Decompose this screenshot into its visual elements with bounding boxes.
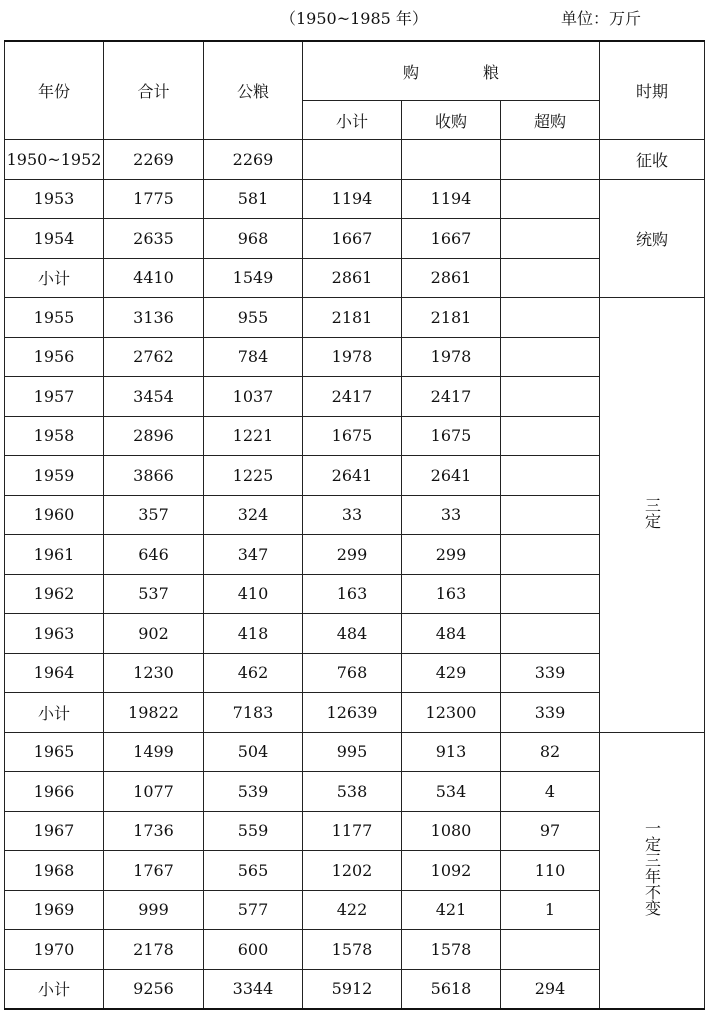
table-row <box>5 258 705 298</box>
cell-buy: 299 <box>402 535 501 575</box>
cell-total: 1775 <box>104 179 204 219</box>
cell-year: 1960 <box>5 495 104 535</box>
cell-extra <box>501 179 600 219</box>
cell-year: 1959 <box>5 456 104 496</box>
cell-year: 小计 <box>5 693 104 733</box>
cell-year: 1966 <box>5 772 104 812</box>
cell-extra <box>501 930 600 970</box>
cell-extra <box>501 140 600 180</box>
cell-period <box>600 140 705 180</box>
cell-buy: 1978 <box>402 337 501 377</box>
header-purchase: 购 粮 <box>303 41 600 101</box>
cell-buy: 913 <box>402 732 501 772</box>
cell-subtotal: 2641 <box>303 456 402 496</box>
cell-public: 784 <box>204 337 303 377</box>
header-public: 公粮 <box>204 41 303 140</box>
table-row <box>5 535 705 575</box>
cell-extra <box>501 535 600 575</box>
cell-public: 504 <box>204 732 303 772</box>
cell-public: 1549 <box>204 258 303 298</box>
cell-subtotal: 538 <box>303 772 402 812</box>
table-row <box>5 772 705 812</box>
cell-year: 小计 <box>5 258 104 298</box>
cell-total: 357 <box>104 495 204 535</box>
cell-subtotal: 2861 <box>303 258 402 298</box>
cell-public: 462 <box>204 653 303 693</box>
cell-buy: 5618 <box>402 969 501 1009</box>
cell-buy: 1667 <box>402 219 501 259</box>
cell-total: 1230 <box>104 653 204 693</box>
cell-total: 19822 <box>104 693 204 733</box>
cell-total: 3136 <box>104 298 204 338</box>
cell-subtotal: 1578 <box>303 930 402 970</box>
cell-year: 1968 <box>5 851 104 891</box>
table-row <box>5 337 705 377</box>
table-row <box>5 851 705 891</box>
cell-public: 1221 <box>204 416 303 456</box>
cell-subtotal: 1177 <box>303 811 402 851</box>
cell-buy: 1675 <box>402 416 501 456</box>
header-buy: 收购 <box>402 101 501 140</box>
table-row <box>5 574 705 614</box>
cell-buy: 2861 <box>402 258 501 298</box>
cell-year: 1961 <box>5 535 104 575</box>
cell-year: 1970 <box>5 930 104 970</box>
cell-buy: 163 <box>402 574 501 614</box>
cell-extra: 82 <box>501 732 600 772</box>
cell-year: 1969 <box>5 890 104 930</box>
header-total: 合计 <box>104 41 204 140</box>
cell-buy: 33 <box>402 495 501 535</box>
cell-subtotal: 484 <box>303 614 402 654</box>
cell-year: 1967 <box>5 811 104 851</box>
header-year: 年份 <box>5 41 104 140</box>
cell-extra: 339 <box>501 693 600 733</box>
cell-public: 600 <box>204 930 303 970</box>
cell-public: 559 <box>204 811 303 851</box>
cell-extra <box>501 495 600 535</box>
cell-subtotal: 995 <box>303 732 402 772</box>
cell-subtotal: 1667 <box>303 219 402 259</box>
cell-buy: 1092 <box>402 851 501 891</box>
period-label: 征收 <box>636 150 669 170</box>
cell-public: 565 <box>204 851 303 891</box>
cell-total: 4410 <box>104 258 204 298</box>
cell-extra: 97 <box>501 811 600 851</box>
cell-extra <box>501 219 600 259</box>
cell-extra: 339 <box>501 653 600 693</box>
cell-extra: 294 <box>501 969 600 1009</box>
table-row <box>5 969 705 1009</box>
cell-subtotal: 1978 <box>303 337 402 377</box>
table-row <box>5 653 705 693</box>
table-row <box>5 890 705 930</box>
cell-extra: 1 <box>501 890 600 930</box>
cell-extra: 4 <box>501 772 600 812</box>
cell-public: 410 <box>204 574 303 614</box>
cell-subtotal: 2417 <box>303 377 402 417</box>
cell-public: 7183 <box>204 693 303 733</box>
cell-year: 1956 <box>5 337 104 377</box>
cell-total: 1499 <box>104 732 204 772</box>
cell-total: 537 <box>104 574 204 614</box>
cell-total: 3866 <box>104 456 204 496</box>
cell-buy: 2181 <box>402 298 501 338</box>
cell-year: 1957 <box>5 377 104 417</box>
table-row <box>5 811 705 851</box>
cell-extra <box>501 258 600 298</box>
grain-table <box>4 40 705 1010</box>
cell-extra <box>501 377 600 417</box>
cell-year: 1962 <box>5 574 104 614</box>
cell-subtotal: 12639 <box>303 693 402 733</box>
cell-year: 1955 <box>5 298 104 338</box>
cell-total: 3454 <box>104 377 204 417</box>
caption-range: （1950~1985 年） <box>280 9 428 28</box>
cell-public: 3344 <box>204 969 303 1009</box>
cell-subtotal <box>303 140 402 180</box>
cell-year: 1963 <box>5 614 104 654</box>
cell-year: 1958 <box>5 416 104 456</box>
cell-subtotal: 5912 <box>303 969 402 1009</box>
cell-total: 1736 <box>104 811 204 851</box>
cell-buy: 421 <box>402 890 501 930</box>
header-period: 时期 <box>600 41 705 140</box>
cell-subtotal: 1202 <box>303 851 402 891</box>
cell-extra: 110 <box>501 851 600 891</box>
cell-extra <box>501 298 600 338</box>
cell-total: 646 <box>104 535 204 575</box>
table-row <box>5 614 705 654</box>
cell-subtotal: 299 <box>303 535 402 575</box>
cell-public: 324 <box>204 495 303 535</box>
table-row <box>5 377 705 417</box>
table-row <box>5 219 705 259</box>
period-label: 一定三年不变 <box>642 820 662 917</box>
cell-buy: 484 <box>402 614 501 654</box>
cell-extra <box>501 456 600 496</box>
cell-year: 1965 <box>5 732 104 772</box>
table-row <box>5 495 705 535</box>
cell-total: 2178 <box>104 930 204 970</box>
cell-period <box>600 179 705 298</box>
table-row <box>5 930 705 970</box>
cell-public: 2269 <box>204 140 303 180</box>
cell-public: 418 <box>204 614 303 654</box>
cell-year: 1953 <box>5 179 104 219</box>
header-extra: 超购 <box>501 101 600 140</box>
table-row <box>5 416 705 456</box>
cell-subtotal: 2181 <box>303 298 402 338</box>
cell-subtotal: 422 <box>303 890 402 930</box>
cell-period <box>600 732 705 1009</box>
table-caption <box>0 4 707 30</box>
cell-public: 581 <box>204 179 303 219</box>
cell-total: 1077 <box>104 772 204 812</box>
header-subtotal: 小计 <box>303 101 402 140</box>
cell-buy: 2417 <box>402 377 501 417</box>
cell-year: 小计 <box>5 969 104 1009</box>
cell-buy: 534 <box>402 772 501 812</box>
cell-public: 1037 <box>204 377 303 417</box>
cell-total: 9256 <box>104 969 204 1009</box>
cell-public: 968 <box>204 219 303 259</box>
cell-extra <box>501 614 600 654</box>
cell-subtotal: 33 <box>303 495 402 535</box>
cell-subtotal: 163 <box>303 574 402 614</box>
cell-extra <box>501 574 600 614</box>
table-row <box>5 693 705 733</box>
cell-extra <box>501 337 600 377</box>
cell-public: 539 <box>204 772 303 812</box>
cell-subtotal: 768 <box>303 653 402 693</box>
cell-buy: 1080 <box>402 811 501 851</box>
cell-public: 955 <box>204 298 303 338</box>
table-row <box>5 140 705 180</box>
cell-total: 2762 <box>104 337 204 377</box>
cell-total: 902 <box>104 614 204 654</box>
cell-period <box>600 298 705 733</box>
cell-subtotal: 1675 <box>303 416 402 456</box>
caption-unit: 单位：万斤 <box>561 9 642 28</box>
cell-buy: 429 <box>402 653 501 693</box>
cell-total: 2896 <box>104 416 204 456</box>
cell-buy: 12300 <box>402 693 501 733</box>
cell-buy: 1578 <box>402 930 501 970</box>
period-label: 三定 <box>642 496 662 529</box>
cell-total: 2269 <box>104 140 204 180</box>
cell-public: 347 <box>204 535 303 575</box>
cell-year: 1964 <box>5 653 104 693</box>
cell-year: 1954 <box>5 219 104 259</box>
cell-buy <box>402 140 501 180</box>
cell-total: 2635 <box>104 219 204 259</box>
cell-total: 999 <box>104 890 204 930</box>
cell-buy: 2641 <box>402 456 501 496</box>
cell-extra <box>501 416 600 456</box>
table-row <box>5 732 705 772</box>
cell-year: 1950~1952 <box>5 140 104 180</box>
table-row <box>5 298 705 338</box>
cell-buy: 1194 <box>402 179 501 219</box>
table-row <box>5 456 705 496</box>
cell-total: 1767 <box>104 851 204 891</box>
table-row <box>5 179 705 219</box>
period-label: 统购 <box>636 229 669 249</box>
cell-subtotal: 1194 <box>303 179 402 219</box>
cell-public: 1225 <box>204 456 303 496</box>
cell-public: 577 <box>204 890 303 930</box>
